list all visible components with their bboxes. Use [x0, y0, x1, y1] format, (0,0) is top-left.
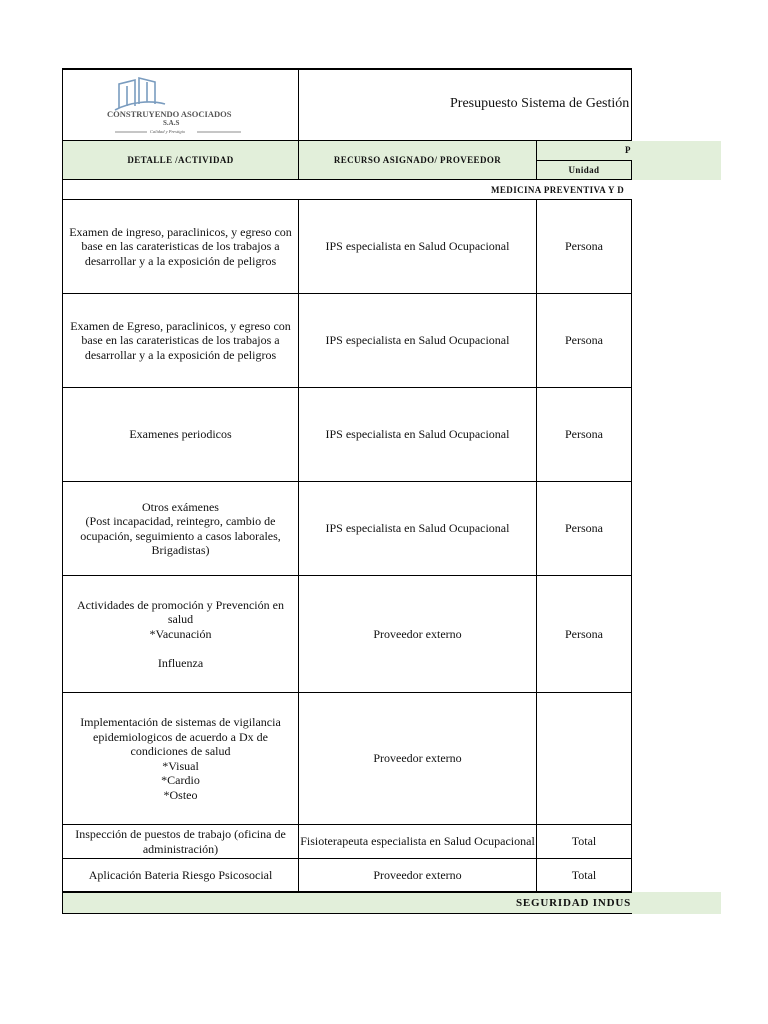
section-seguridad-label: SEGURIDAD INDUS [516, 897, 631, 909]
row-4-activity: Otros exámenes (Post incapacidad, reintegro, cambio de ocupación, seguimiento a casos laborales, Brigadistas) [62, 482, 299, 576]
row-2-resource: IPS especialista en Salud Ocupacional [299, 294, 537, 388]
row-6-unit [537, 693, 632, 825]
header-group-label: P [625, 145, 631, 155]
row-4-resource: IPS especialista en Salud Ocupacional [299, 482, 537, 576]
section-medicina-label: MEDICINA PREVENTIVA Y D [491, 185, 625, 195]
row-6-resource: Proveedor externo [299, 693, 537, 825]
row-2-unit: Persona [537, 294, 632, 388]
row-5-resource: Proveedor externo [299, 576, 537, 693]
row-8-activity: Aplicación Bateria Riesgo Psicosocial [62, 859, 299, 892]
row-7-unit: Total [537, 825, 632, 859]
row-6-activity: Implementación de sistemas de vigilancia epidemiologicos de acuerdo a Dx de condiciones de salud *Visual *Cardio *Osteo [62, 693, 299, 825]
logo-tagline-text: Calidad y Prestigio [150, 129, 186, 134]
row-8-unit: Total [537, 859, 632, 892]
section-seguridad [62, 892, 632, 914]
row-8-resource: Proveedor externo [299, 859, 537, 892]
row-3-resource: IPS especialista en Salud Ocupacional [299, 388, 537, 482]
section-seguridad-overflow [632, 892, 721, 914]
header-overflow-fill [632, 141, 721, 180]
row-5-unit: Persona [537, 576, 632, 693]
row-3-activity: Examenes periodicos [62, 388, 299, 482]
row-1-unit: Persona [537, 200, 632, 294]
row-5-activity: Actividades de promoción y Prevención en salud *Vacunación Influenza [62, 576, 299, 693]
header-unit: Unidad [537, 161, 632, 180]
logo-suffix-text: S.A.S [163, 119, 180, 127]
row-7-resource: Fisioterapeuta especialista en Salud Ocupacional [299, 825, 537, 859]
section-medicina [62, 180, 632, 200]
header-group [537, 141, 632, 161]
row-7-activity: Inspección de puestos de trabajo (oficina de administración) [62, 825, 299, 859]
row-2-activity: Examen de Egreso, paraclinicos, y egreso con base en las carateristicas de los trabajos a desarrollar y a la exposición de peligros [62, 294, 299, 388]
header-activity: DETALLE /ACTIVIDAD [62, 141, 299, 180]
logo-company-text: CONSTRUYENDO ASOCIADOS [107, 109, 232, 119]
company-logo [105, 74, 255, 136]
row-1-resource: IPS especialista en Salud Ocupacional [299, 200, 537, 294]
logo-cell [62, 70, 299, 141]
title-cell [299, 70, 632, 141]
row-4-unit: Persona [537, 482, 632, 576]
buildings-icon [115, 78, 165, 110]
page-title: Presupuesto Sistema de Gestión [450, 96, 630, 111]
budget-sheet [62, 68, 768, 914]
row-1-activity: Examen de ingreso, paraclinicos, y egreso con base en las carateristicas de los trabajos a desarrollar y a la exposición de peligros [62, 200, 299, 294]
header-resource: RECURSO ASIGNADO/ PROVEEDOR [299, 141, 537, 180]
row-3-unit: Persona [537, 388, 632, 482]
